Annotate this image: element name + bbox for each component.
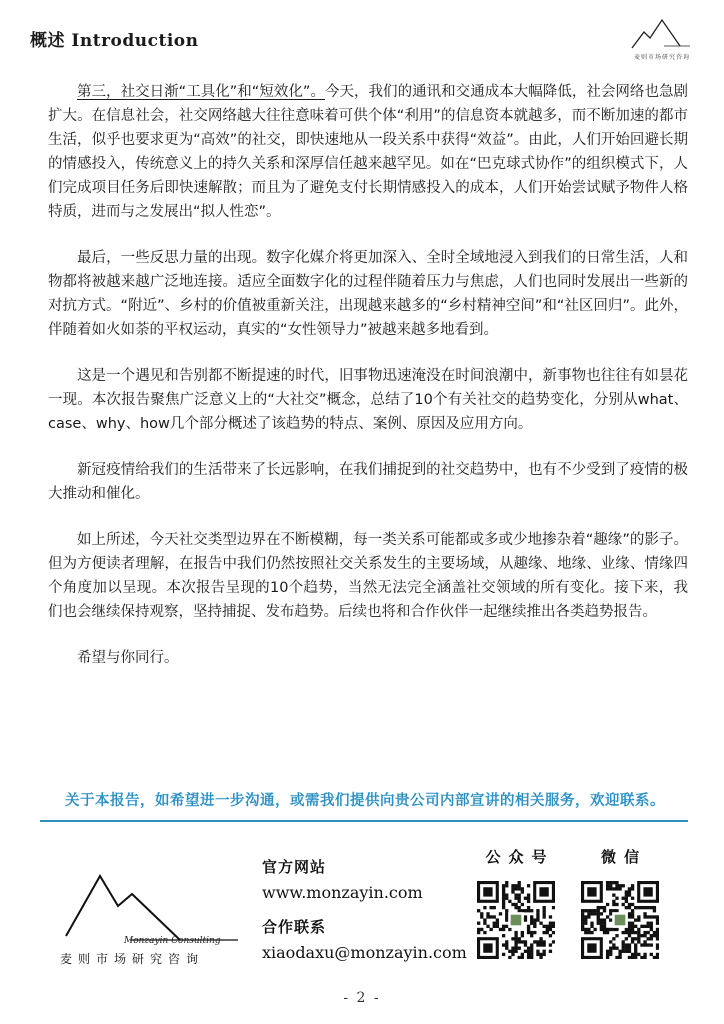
page-section-title: 概述 Introduction: [30, 31, 199, 51]
contact-invitation: 关于本报告，如希望进一步沟通，或需我们提供向贵公司内部宣讲的相关服务，欢迎联系。: [65, 792, 665, 809]
header-logo: [630, 16, 694, 66]
website-label: 官方网站: [262, 858, 327, 876]
qr-code-icon[interactable]: [477, 881, 555, 959]
mountain-logo-icon: [60, 866, 250, 946]
header-logo-brand: 麦则市场研究咨询: [634, 54, 691, 61]
footer-divider: [40, 820, 688, 822]
paragraph: 希望与你同行。: [77, 650, 179, 666]
body-text: [48, 80, 688, 692]
email-link[interactable]: xiaodaxu@monzayin.com: [262, 943, 467, 962]
paragraph: 这是一个遇见和告别都不断提速的时代，旧事物迅速淹没在时间浪潮中，新事物也往往有如昙花一现。本次报告聚焦广泛意义上的“大社交”概念，总结了10个有关社交的趋势变化，分别从what、case、why、how几个部分概述了该趋势的特点、案例、原因及应用方向。: [48, 368, 688, 432]
paragraph: 新冠疫情给我们的生活带来了长远影响，在我们捕捉到的社交趋势中，也有不少受到了疫情的极大推动和催化。: [48, 462, 688, 502]
mountain-logo-icon: [630, 16, 694, 52]
qr-wechat: [578, 846, 662, 959]
paragraph-lead: 第三，社交日渐“工具化”和“短效化”。: [77, 84, 325, 100]
paragraph: 如上所述，今天社交类型边界在不断模糊，每一类关系可能都或多或少地掺杂着“趣缘”的影子。但为方便读者理解，在报告中我们仍然按照社交关系发生的主要场域，从趣缘、地缘、业缘、情缘四个角度加以呈现。本次报告呈现的10个趋势，当然无法完全涵盖社交领域的所有变化。接下来，我们也会继续保持观察，坚持捕捉、发布趋势。后续也将和合作伙伴一起继续推出各类趋势报告。: [48, 532, 688, 620]
page-number: - 2 -: [343, 990, 381, 1006]
footer-logo: [60, 866, 250, 976]
contact-label: 合作联系: [262, 918, 327, 936]
paragraph: [48, 80, 688, 224]
qr-official-label: 公众号: [485, 848, 555, 866]
paragraph: 最后，一些反思力量的出现。数字化媒介将更加深入、全时全域地浸入到我们的日常生活，人和物都将被越来越广泛地连接。适应全面数字化的过程伴随着压力与焦虑，人们也同时发展出一些新的对抗方式。“附近”、乡村的价值被重新关注，出现越来越多的“乡村精神空间”和“社区回归”。此外，伴随着如火如荼的平权运动，真实的“女性领导力”被越来越多地看到。: [48, 250, 688, 338]
contact-info: [262, 856, 472, 962]
footer-logo-en: Monzayin Consulting: [124, 936, 221, 946]
paragraph-text: 今天，我们的通讯和交通成本大幅降低，社会网络也急剧扩大。在信息社会，社交网络越大往往意味着可供个体“利用”的信息资本就越多，而不断加速的都市生活，似乎也要求更为“高效”的社交，即快速地从一段关系中获得“效益”。由此，人们开始回避长期的情感投入，传统意义上的持久关系和深厚信任越来越罕见。如在“巴克球式协作”的组织模式下，人们完成项目任务后即快速解散；而且为了避免支付长期情感投入的成本，人们开始尝试赋予物件人格特质，进而与之发展出“拟人性恋”。: [48, 84, 688, 220]
qr-wechat-label: 微信: [600, 848, 647, 866]
qr-code-icon[interactable]: [581, 881, 659, 959]
qr-official-account: [474, 846, 558, 959]
website-link[interactable]: www.monzayin.com: [262, 883, 423, 902]
footer-logo-cn: 麦则市场研究咨询: [60, 952, 205, 966]
